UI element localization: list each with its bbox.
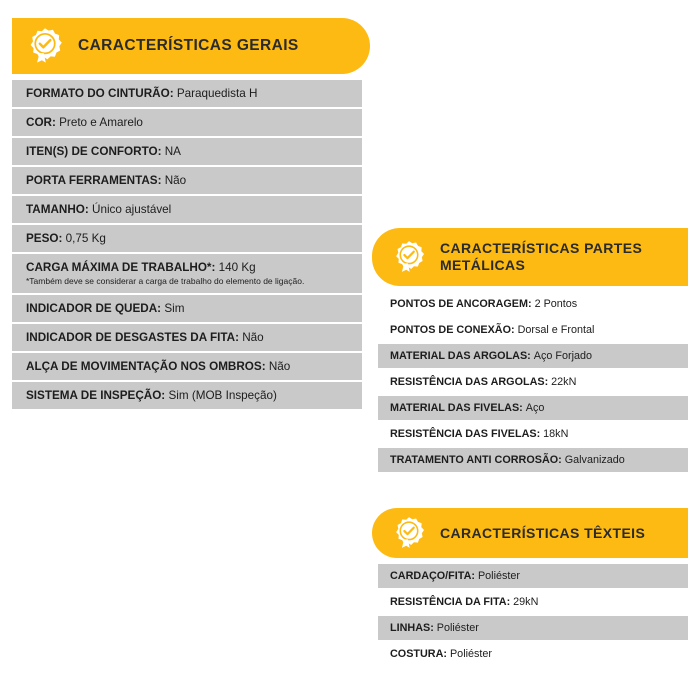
table-row xyxy=(12,324,362,351)
rows-gerais xyxy=(12,80,370,409)
row-key: CARDAÇO/FITA: xyxy=(390,570,478,582)
row-value: Poliéster xyxy=(477,570,520,582)
panel-caracteristicas-gerais xyxy=(12,18,370,411)
row-key: FORMATO DO CINTURÃO: xyxy=(26,87,177,100)
row-value: Único ajustável xyxy=(92,203,172,216)
seal-check-icon xyxy=(392,240,426,274)
seal-check-icon xyxy=(26,27,64,65)
panel-caracteristicas-texteis xyxy=(372,508,688,668)
row-key: INDICADOR DE QUEDA: xyxy=(26,302,165,315)
row-key: PONTOS DE ANCORAGEM: xyxy=(390,298,535,310)
row-key: RESISTÊNCIA DA FITA: xyxy=(390,596,514,608)
panel-header-texteis xyxy=(372,508,688,558)
table-row xyxy=(12,254,362,293)
row-value: Dorsal e Frontal xyxy=(517,324,595,336)
table-row xyxy=(378,448,688,472)
row-value: 22kN xyxy=(551,376,577,388)
table-row xyxy=(378,422,688,446)
table-row xyxy=(378,370,688,394)
row-key: TRATAMENTO ANTI CORROSÃO: xyxy=(390,454,565,466)
row-key: SISTEMA DE INSPEÇÃO: xyxy=(26,389,169,402)
table-row xyxy=(12,295,362,322)
row-value: Poliéster xyxy=(449,648,492,660)
table-row xyxy=(12,196,362,223)
table-row xyxy=(378,642,688,666)
row-key: PESO: xyxy=(26,232,66,245)
panel-title-texteis: CARACTERÍSTICAS TÊXTEIS xyxy=(440,524,646,541)
row-key: ITEN(S) DE CONFORTO: xyxy=(26,145,165,158)
seal-check-icon xyxy=(392,516,426,550)
panel-header-gerais xyxy=(12,18,370,74)
row-key: INDICADOR DE DESGASTES DA FITA: xyxy=(26,331,243,344)
row-value: Galvanizado xyxy=(564,454,625,466)
row-value: Paraquedista H xyxy=(176,87,258,100)
rows-metalicas xyxy=(372,292,688,472)
row-key: PORTA FERRAMENTAS: xyxy=(26,174,165,187)
table-row xyxy=(12,80,362,107)
table-row xyxy=(12,167,362,194)
table-row xyxy=(12,225,362,252)
table-row xyxy=(378,344,688,368)
row-value: Não xyxy=(242,331,264,344)
row-value: Aço xyxy=(525,402,545,414)
table-row xyxy=(378,318,688,342)
row-value: 2 Pontos xyxy=(534,298,578,310)
table-row xyxy=(378,616,688,640)
row-value: 18kN xyxy=(543,428,569,440)
row-key: RESISTÊNCIA DAS FIVELAS: xyxy=(390,428,544,440)
table-row xyxy=(12,138,362,165)
row-key: MATERIAL DAS FIVELAS: xyxy=(390,402,526,414)
table-row xyxy=(12,109,362,136)
table-row xyxy=(378,396,688,420)
row-value: Poliéster xyxy=(436,622,479,634)
row-key: COR: xyxy=(26,116,60,129)
row-value: 29kN xyxy=(513,596,539,608)
panel-title-metalicas: CARACTERÍSTICAS PARTES METÁLICAS xyxy=(440,240,643,273)
rows-texteis xyxy=(372,564,688,666)
row-key: TAMANHO: xyxy=(26,203,92,216)
row-note: *Também deve se considerar a carga de trabalho do elemento de ligação. xyxy=(26,276,305,286)
row-key: ALÇA DE MOVIMENTAÇÃO NOS OMBROS: xyxy=(26,360,269,373)
row-value: NA xyxy=(164,145,181,158)
row-value: 140 Kg xyxy=(218,261,256,274)
row-value: Não xyxy=(164,174,187,187)
row-value: Não xyxy=(268,360,291,373)
table-row xyxy=(378,564,688,588)
row-key: RESISTÊNCIA DAS ARGOLAS: xyxy=(390,376,552,388)
row-value: Preto e Amarelo xyxy=(59,116,143,129)
row-key: COSTURA: xyxy=(390,648,450,660)
table-row xyxy=(12,353,362,380)
panel-header-metalicas xyxy=(372,228,688,286)
row-value: Sim (MOB Inspeção) xyxy=(168,389,277,402)
table-row xyxy=(378,590,688,614)
row-value: Aço Forjado xyxy=(533,350,592,362)
row-key: PONTOS DE CONEXÃO: xyxy=(390,324,518,336)
table-row xyxy=(378,292,688,316)
panel-title-gerais: CARACTERÍSTICAS GERAIS xyxy=(78,36,299,54)
panel-caracteristicas-partes-metalicas xyxy=(372,228,688,474)
row-value: 0,75 Kg xyxy=(65,232,106,245)
row-key: MATERIAL DAS ARGOLAS: xyxy=(390,350,534,362)
row-value: Sim xyxy=(164,302,185,315)
row-key: CARGA MÁXIMA DE TRABALHO*: xyxy=(26,261,219,274)
row-key: LINHAS: xyxy=(390,622,437,634)
table-row xyxy=(12,382,362,409)
